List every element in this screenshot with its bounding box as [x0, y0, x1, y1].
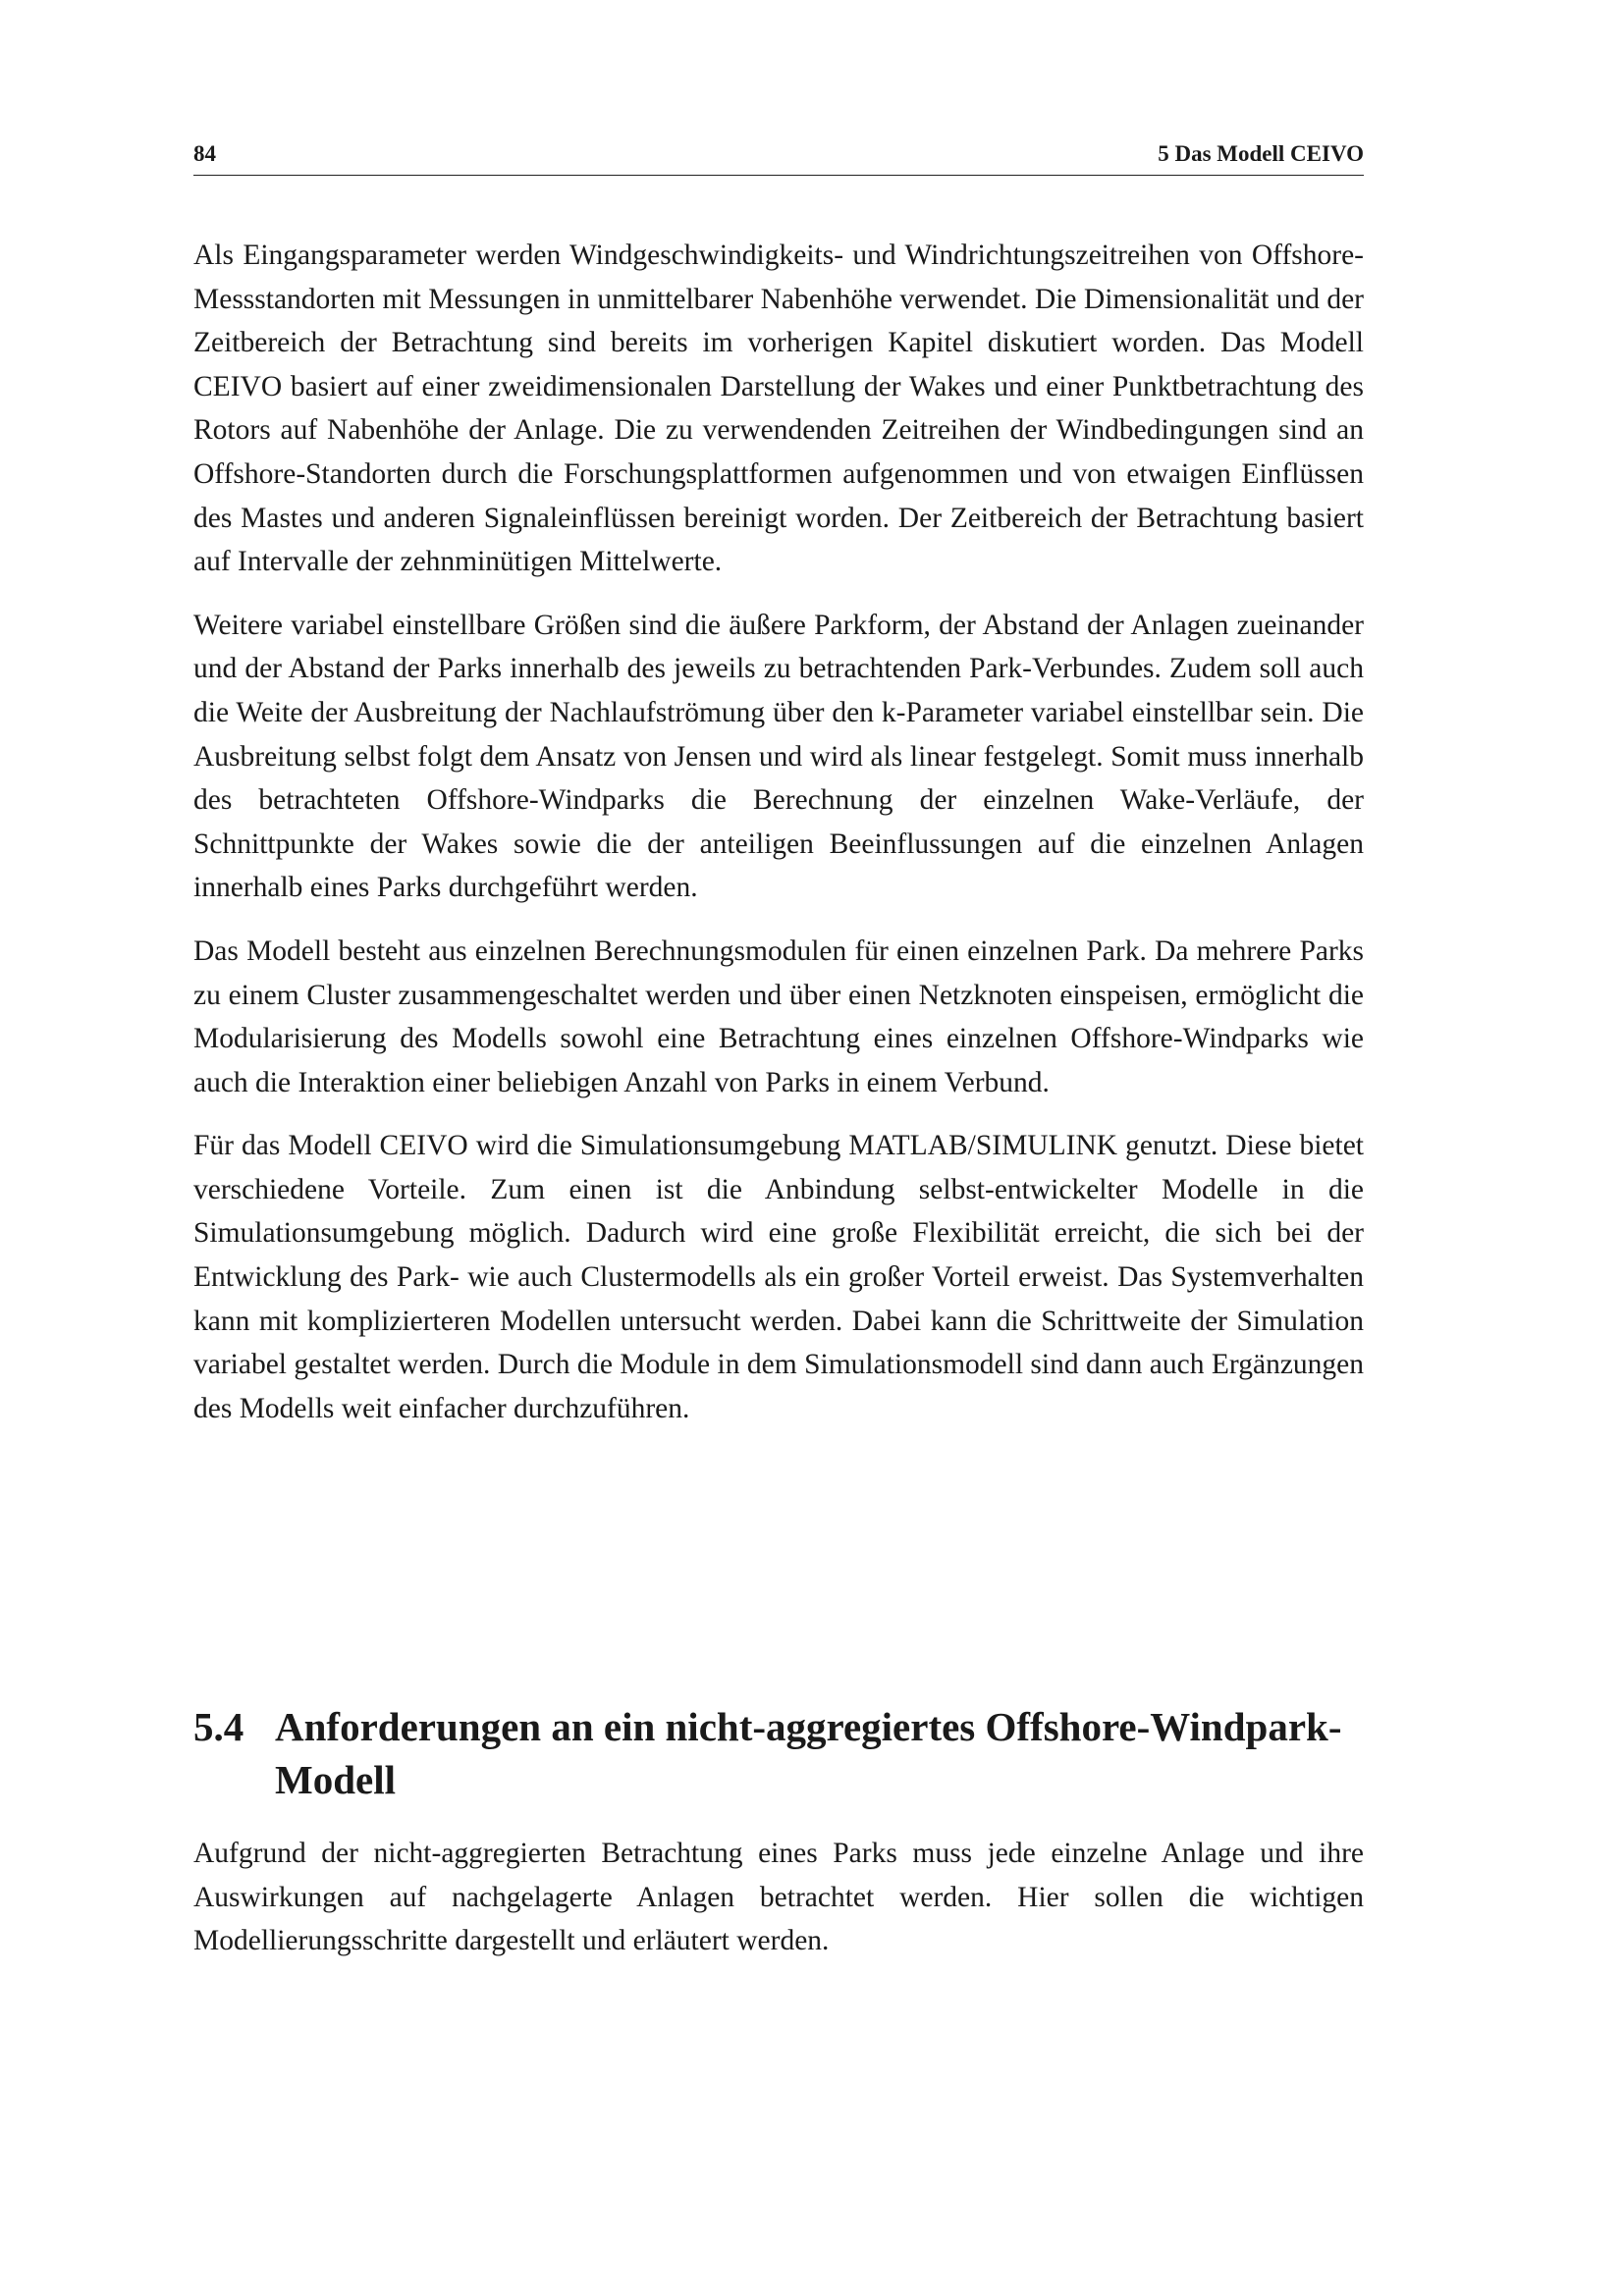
running-header: [193, 135, 1364, 176]
section-body: [193, 1832, 1364, 1963]
section-paragraph: Aufgrund der nicht-aggregierten Betrachtung eines Parks muss jede einzelne Anlage und ihre Auswirkungen auf nachgelagerte Anlagen betrachtet werden. Hier sollen die wichtigen Modellierungsschritte dargestellt und erläutert werden.: [193, 1838, 1364, 1957]
paragraph-2: Weitere variabel einstellbare Größen sind die äußere Parkform, der Abstand der Anlagen zueinander und der Abstand der Parks innerhalb des jeweils zu betrachtenden Park-Verbundes. Zudem soll auch die Weite der Ausbreitung der Nachlaufströmung über den k-Parameter variabel einstellbar sein. Die Ausbreitung selbst folgt dem Ansatz von Jensen und wird als linear festgelegt. Somit muss innerhalb des betrachteten Offshore-Windparks die Berechnung der einzelnen Wake-Verläufe, der Schnittpunkte der Wakes sowie die der anteiligen Beeinflussungen auf die einzelnen Anlagen innerhalb eines Parks durchgeführt werden.: [193, 609, 1364, 904]
paragraph-3: Das Modell besteht aus einzelnen Berechnungsmodulen für einen einzelnen Park. Da mehrere Parks zu einem Cluster zusammengeschaltet werden und über einen Netzknoten einspeisen, ermöglicht die Modularisierung des Modells sowohl eine Betrachtung eines einzelnen Offshore-Windparks wie auch die Interaktion einer beliebigen Anzahl von Parks in einem Verbund.: [193, 934, 1364, 1098]
paragraph-4: Für das Modell CEIVO wird die Simulationsumgebung MATLAB/SIMULINK genutzt. Diese bietet verschiedene Vorteile. Zum einen ist die Anbindung selbst-entwickelter Modelle in die Simulationsumgebung möglich. Dadurch wird eine große Flexibilität erreicht, die sich bei der Entwicklung des Park- wie auch Clustermodells als ein großer Vorteil erweist. Das Systemverhalten kann mit komplizierteren Modellen untersucht werden. Dabei kann die Schrittweite der Simulation variabel gestaltet werden. Durch die Module in dem Simulationsmodell sind dann auch Ergänzungen des Modells weit einfacher durchzuführen.: [193, 1130, 1364, 1424]
running-title: 5 Das Modell CEIVO: [1158, 141, 1364, 166]
page-number: 84: [193, 141, 216, 166]
body-text: [193, 234, 1364, 1450]
paragraph-1: Als Eingangsparameter werden Windgeschwindigkeits- und Windrichtungszeitreihen von Offshore-Messstandorten mit Messungen in unmittelbarer Nabenhöhe verwendet. Die Dimensionalität und der Zeitbereich der Betrachtung sind bereits im vorherigen Kapitel diskutiert worden. Das Modell CEIVO basiert auf einer zweidimensionalen Darstellung der Wakes und einer Punktbetrachtung des Rotors auf Nabenhöhe der Anlage. Die zu verwendenden Zeitreihen der Windbedingungen sind an Offshore-Standorten durch die Forschungsplattformen aufgenommen und von etwaigen Einflüssen des Mastes und anderen Signaleinflüssen bereinigt worden. Der Zeitbereich der Betrachtung basiert auf Intervalle der zehnminütigen Mittelwerte.: [193, 240, 1364, 578]
section-heading: [193, 1700, 1364, 1806]
section-title: Anforderungen an ein nicht-aggregiertes Offshore-Windpark-Modell: [275, 1704, 1342, 1802]
section-number: 5.4: [193, 1704, 244, 1749]
